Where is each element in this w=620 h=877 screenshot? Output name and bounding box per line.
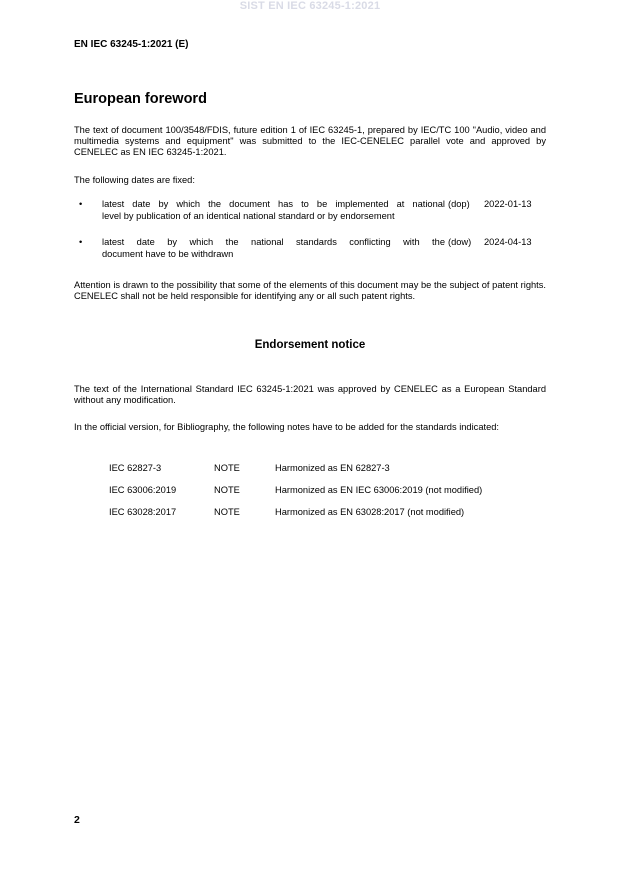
document-identifier: EN IEC 63245-1:2021 (E) bbox=[74, 39, 189, 50]
note-text: Harmonized as EN 62827-3 bbox=[275, 463, 390, 473]
watermark: SIST EN IEC 63245-1:2021 bbox=[239, 0, 381, 12]
note-kind: NOTE bbox=[214, 507, 240, 517]
date-item-text-line1: latest date by which the document has to be implemented at national bbox=[102, 199, 445, 209]
note-kind: NOTE bbox=[214, 463, 240, 473]
note-text: Harmonized as EN IEC 63006:2019 (not modified) bbox=[275, 485, 483, 495]
bullet-icon: • bbox=[79, 237, 83, 247]
date-item-date: 2022-01-13 bbox=[484, 199, 532, 209]
note-standard: IEC 62827-3 bbox=[109, 463, 162, 473]
endorsement-paragraph: The text of the International Standard IEC 63245-1:2021 was approved by CENELEC as a European Standard without any modification. bbox=[74, 384, 546, 405]
date-item-code: (dop) bbox=[448, 199, 470, 209]
page-number: 2 bbox=[74, 814, 80, 826]
patent-attention-paragraph: Attention is drawn to the possibility that some of the elements of this document may be the subject of patent rights. CENELEC shall not be held responsible for identifying any or all such patent rights. bbox=[74, 280, 546, 301]
bullet-icon: • bbox=[79, 199, 83, 209]
dates-intro: The following dates are fixed: bbox=[74, 175, 195, 185]
section-title-endorsement: Endorsement notice bbox=[254, 339, 366, 351]
date-item-date: 2024-04-13 bbox=[484, 237, 532, 247]
date-item-code: (dow) bbox=[448, 237, 472, 247]
date-item-text-line1: latest date by which the national standards conflicting with the bbox=[102, 237, 445, 247]
bibliography-intro: In the official version, for Bibliography, the following notes have to be added for the standards indicated: bbox=[74, 422, 499, 432]
note-standard: IEC 63028:2017 bbox=[109, 507, 177, 517]
section-title-foreword: European foreword bbox=[74, 91, 207, 107]
date-item-text-line2: document have to be withdrawn bbox=[102, 249, 234, 259]
note-kind: NOTE bbox=[214, 485, 240, 495]
date-item-text-line2: level by publication of an identical national standard or by endorsement bbox=[102, 211, 395, 221]
foreword-intro-paragraph: The text of document 100/3548/FDIS, future edition 1 of IEC 63245-1, prepared by IEC/TC 100 "Audio, video and multimedia systems and equipment" was submitted to the IEC-CENELEC parallel vote and approved by CENELEC as EN IEC 63245-1:2021. bbox=[74, 125, 546, 157]
note-text: Harmonized as EN 63028:2017 (not modified) bbox=[275, 507, 465, 517]
note-standard: IEC 63006:2019 bbox=[109, 485, 177, 495]
